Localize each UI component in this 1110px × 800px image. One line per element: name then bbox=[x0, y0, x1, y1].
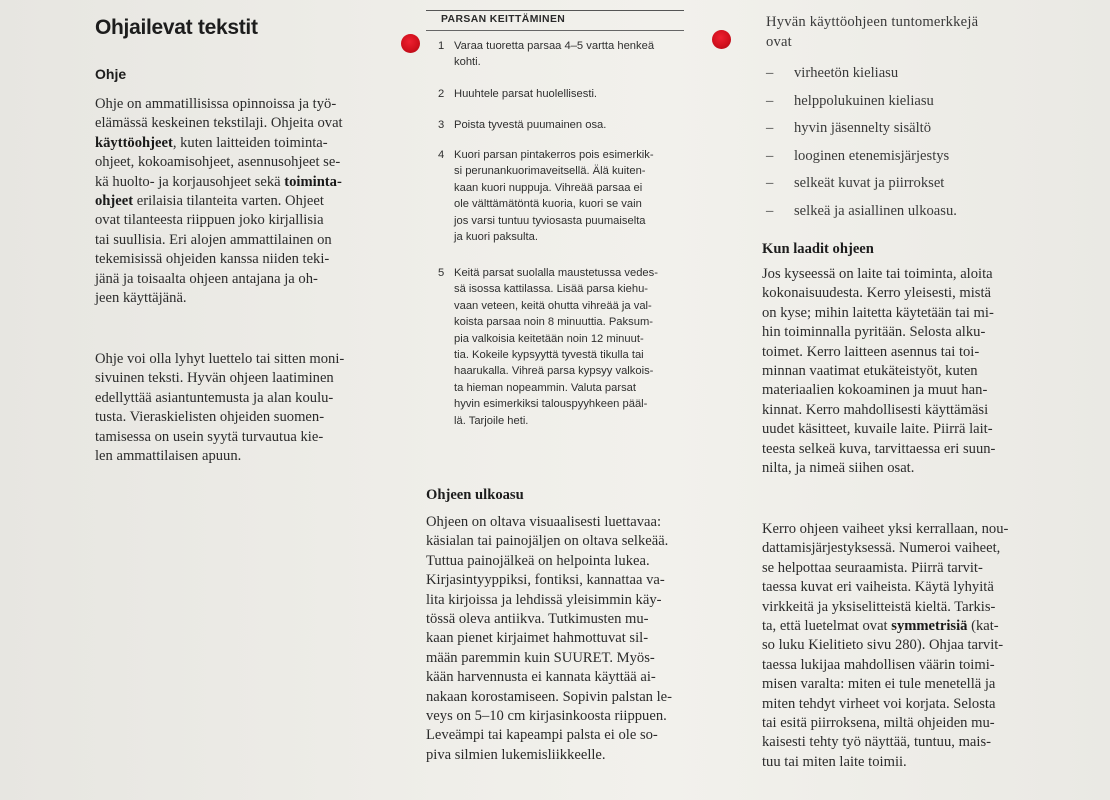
text-line: veys on 5–10 cm kirjasinkoosta riippuen. bbox=[426, 708, 667, 725]
text-line bbox=[95, 289, 343, 308]
binder-hole-right bbox=[712, 30, 731, 49]
text-line: vaan veteen, keitä ohutta vihreää ja val- bbox=[454, 299, 652, 312]
text-segment: tekemisissä ohjeiden kanssa niiden teki- bbox=[95, 251, 330, 268]
list-item-text: helppolukuinen kieliasu bbox=[794, 92, 934, 109]
second-paragraph bbox=[95, 350, 344, 466]
text-line bbox=[95, 95, 343, 114]
text-segment: se helpottaa seuraamista. Piirrä tarvit- bbox=[762, 559, 983, 576]
bold-term: symmetrisiä bbox=[891, 618, 968, 635]
list-item bbox=[766, 60, 957, 88]
text-line: tamisessa on usein syytä turvautua kie- bbox=[95, 428, 324, 445]
list-item-text: looginen etenemisjärjestys bbox=[794, 147, 950, 164]
text-segment: taessa kuvat eri vaiheista. Käytä lyhyitä bbox=[762, 579, 994, 596]
text-line: Jos kyseessä on laite tai toiminta, aloita bbox=[762, 266, 993, 282]
list-item-text: selkeät kuvat ja piirrokset bbox=[794, 175, 945, 191]
step-number: 2 bbox=[438, 88, 445, 100]
text-segment: taessa lukijaa mahdollisen väärin toimi- bbox=[762, 656, 995, 673]
text-line bbox=[762, 539, 1008, 558]
text-line: haarukalla. Vihreä parsa kypsyy valkois- bbox=[454, 365, 654, 378]
kun-laadit-paragraph bbox=[762, 265, 995, 478]
text-line: kään harvennusta ei kannata käyttää ai- bbox=[426, 669, 656, 686]
text-line: Kuori parsan pintakerros pois esimerkik- bbox=[454, 149, 654, 161]
text-segment: jänä ja toisaalta ohjeen antajana ja oh- bbox=[95, 270, 318, 287]
text-line bbox=[762, 675, 1008, 694]
text-segment: misen varalta: miten ei tule menetellä ja bbox=[762, 676, 996, 693]
dash-bullet: – bbox=[766, 147, 774, 164]
step-number: 3 bbox=[438, 119, 445, 131]
text-segment: tuu tai miten laite toimii. bbox=[762, 753, 907, 770]
text-line: Kirjasintyyppiksi, fontiksi, kannattaa va- bbox=[426, 572, 665, 589]
text-segment: ovat tilanteesta riippuen joko kirjallisia bbox=[95, 212, 324, 229]
text-line bbox=[762, 520, 1008, 539]
text-line bbox=[762, 636, 1008, 655]
text-line: Leveämpi tai kapeampi palsta ei ole so- bbox=[426, 727, 658, 744]
text-segment: tai suullisia. Eri alojen ammattilainen on bbox=[95, 231, 332, 248]
text-line: nakaan korostamiseen. Sopivin palstan le- bbox=[426, 688, 673, 705]
text-segment: erilaisia tilanteita varten. Ohjeet bbox=[133, 193, 324, 210]
text-segment: kä huolto- ja korjausohjeet sekä bbox=[95, 173, 285, 190]
step-text bbox=[454, 147, 654, 245]
text-line: Keitä parsat suolalla maustetussa vedes- bbox=[454, 267, 658, 279]
step-number: 4 bbox=[438, 149, 445, 161]
text-line bbox=[762, 695, 1008, 714]
text-line: on kyse; mihin laitetta käytetään tai mi- bbox=[762, 304, 994, 321]
text-line bbox=[95, 270, 343, 289]
tuntomerkit-heading bbox=[766, 12, 978, 52]
step-number: 5 bbox=[438, 267, 445, 279]
intro-paragraph bbox=[95, 95, 343, 308]
text-segment: miten tehdyt virheet voi korjata. Selosta bbox=[762, 695, 996, 712]
page-title: Ohjailevat tekstit bbox=[95, 16, 258, 39]
bold-term: toiminta- bbox=[284, 173, 342, 190]
text-line: Poista tyvestä puumainen osa. bbox=[454, 119, 607, 131]
text-line: ta hieman nopeammin. Valuta parsat bbox=[454, 381, 637, 394]
bold-term: käyttöohjeet bbox=[95, 134, 173, 151]
list-item bbox=[766, 115, 957, 143]
text-line bbox=[95, 134, 343, 153]
text-line: edellyttää asiantuntemusta ja alan koulu- bbox=[95, 389, 334, 406]
text-segment: elämässä keskeinen tekstilaji. Ohjeita ovat bbox=[95, 115, 343, 132]
vaiheet-paragraph bbox=[762, 520, 1008, 772]
text-line: ovat bbox=[766, 34, 792, 50]
text-line: tusta. Vieraskielisten ohjeiden suomen- bbox=[95, 409, 325, 426]
text-line: kaan kuori nuppuja. Vihreää parsaa ei bbox=[454, 181, 643, 194]
dash-bullet: – bbox=[766, 92, 774, 109]
text-line: kohti. bbox=[454, 56, 481, 69]
text-segment: kaisesti tehty työ näyttää, tuntuu, mais- bbox=[762, 734, 991, 751]
text-line: hyvin esimerkiksi talouspyyhkeen pääl- bbox=[454, 398, 648, 411]
text-segment: ohjeet, kokoamisohjeet, asennusohjeet se- bbox=[95, 154, 341, 171]
text-line: kokonaisuudesta. Kerro yleisesti, mistä bbox=[762, 285, 991, 302]
text-line: tössä oleva antiikva. Tutkimusten mu- bbox=[426, 611, 649, 628]
text-line bbox=[95, 173, 343, 192]
text-line: minnan vaatimat etukäteistyöt, kuten bbox=[762, 363, 978, 380]
text-line bbox=[762, 714, 1008, 733]
text-line bbox=[95, 231, 343, 250]
text-line: piva silmien lukemisliikkeelle. bbox=[426, 746, 606, 763]
text-line: teesta selkeä kuva, tarvittaessa eri suun- bbox=[762, 440, 996, 457]
section-heading-kun-laadit: Kun laadit ohjeen bbox=[762, 241, 874, 257]
list-item-text: virheetön kieliasu bbox=[794, 65, 899, 81]
text-line: si perunankuorimaveitsellä. Älä kuiten- bbox=[454, 165, 646, 178]
text-line bbox=[95, 114, 343, 133]
dash-bullet: – bbox=[766, 175, 774, 191]
text-line: Tuttua painojälkeä on helpointa lukea. bbox=[426, 552, 650, 569]
steps-heading-rule bbox=[426, 30, 684, 31]
text-line: sä isossa kattilassa. Lisää parsa kiehu- bbox=[454, 283, 649, 296]
text-segment: tai esitä piirroksena, miltä ohjeiden mu- bbox=[762, 715, 995, 732]
tuntomerkit-list bbox=[766, 60, 957, 225]
text-line: ja kuori paksulta. bbox=[454, 231, 538, 244]
text-line: Hyvän käyttöohjeen tuntomerkkejä bbox=[766, 14, 979, 30]
text-line bbox=[762, 578, 1008, 597]
steps-heading: PARSAN KEITTÄMINEN bbox=[441, 14, 566, 25]
text-line: kinnat. Kerro mahdollisesti käyttämäsi bbox=[762, 401, 989, 418]
text-line: sivuinen teksti. Hyvän ohjeen laatiminen bbox=[95, 370, 334, 387]
dash-bullet: – bbox=[766, 120, 774, 136]
text-segment: , kuten laitteiden toiminta- bbox=[172, 134, 328, 151]
step-text bbox=[454, 38, 654, 71]
text-line: Ohje voi olla lyhyt luettelo tai sitten moni- bbox=[95, 351, 345, 367]
text-segment: so luku Kielitieto sivu 280). Ohjaa tarvit- bbox=[762, 637, 1004, 654]
list-item bbox=[766, 88, 957, 116]
text-segment: Kerro ohjeen vaiheet yksi kerrallaan, nou- bbox=[762, 521, 1009, 537]
text-line bbox=[762, 656, 1008, 675]
text-line: len ammattilaisen apuun. bbox=[95, 448, 242, 465]
bold-term: ohjeet bbox=[95, 193, 134, 210]
text-segment: virkkeitä ja yksiselitteistä kieltä. Tarkis- bbox=[762, 598, 996, 615]
text-line: Varaa tuoretta parsaa 4–5 vartta henkeä bbox=[454, 40, 655, 52]
ulkoasu-paragraph bbox=[426, 513, 672, 765]
text-line bbox=[95, 211, 343, 230]
text-line: käsialan tai painojäljen on oltava selkeää. bbox=[426, 533, 669, 550]
text-line: jos varsi tuntuu tyviosasta puumaiselta bbox=[454, 214, 646, 227]
list-item-text: selkeä ja asiallinen ulkoasu. bbox=[794, 202, 957, 219]
text-segment: dattamisjärjestyksessä. Numeroi vaiheet, bbox=[762, 540, 1001, 557]
text-line: kaan pienet kirjaimet hahmottuvat sil- bbox=[426, 630, 649, 647]
text-line: mään paremmin kuin SUURET. Myös- bbox=[426, 649, 655, 666]
list-item-text: hyvin jäsennelty sisältö bbox=[794, 120, 932, 136]
text-line bbox=[762, 559, 1008, 578]
text-line bbox=[762, 733, 1008, 752]
step-text bbox=[454, 117, 606, 133]
section-heading-ulkoasu: Ohjeen ulkoasu bbox=[426, 487, 524, 503]
text-line: uudet käsitteet, kuvaile laite. Piirrä lait- bbox=[762, 421, 993, 438]
text-segment: (kat- bbox=[967, 618, 999, 635]
text-line: lita kirjoissa ja lehdissä yleisimmin käy- bbox=[426, 591, 662, 608]
text-line: toimet. Kerro laitteen asennus tai toi- bbox=[762, 343, 980, 360]
list-item bbox=[766, 198, 957, 226]
text-line: materiaalien kokoaminen ja muut han- bbox=[762, 382, 988, 399]
text-line: ole välttämätöntä kuoria, kuori se vain bbox=[454, 198, 642, 211]
text-line bbox=[95, 250, 343, 269]
text-line: Ohjeen on oltava visuaalisesti luettavaa: bbox=[426, 514, 662, 530]
text-line: pia valkoisia keitetään noin 12 minuut- bbox=[454, 332, 644, 345]
step-text bbox=[454, 86, 597, 102]
text-line: koista parsaa noin 8 minuuttia. Paksum- bbox=[454, 316, 653, 329]
steps-top-rule bbox=[426, 10, 684, 11]
step-number: 1 bbox=[438, 40, 445, 52]
text-line bbox=[762, 617, 1008, 636]
text-line bbox=[95, 153, 343, 172]
section-heading-ohje: Ohje bbox=[95, 66, 127, 82]
text-line bbox=[762, 598, 1008, 617]
text-segment: Ohje on ammatillisissa opinnoissa ja työ- bbox=[95, 96, 337, 112]
text-line: tia. Kokeile kypsyyttä tyvestä tikulla tai bbox=[454, 349, 644, 362]
text-line bbox=[95, 192, 343, 211]
step-text bbox=[454, 265, 658, 429]
text-line: Huuhtele parsat huolellisesti. bbox=[454, 88, 598, 100]
dash-bullet: – bbox=[766, 65, 774, 81]
text-line: hin toiminnalla pyritään. Selosta alku- bbox=[762, 324, 986, 341]
text-line: lä. Tarjoile heti. bbox=[454, 414, 529, 427]
text-line bbox=[762, 753, 1008, 772]
binder-hole-left bbox=[401, 34, 420, 53]
list-item bbox=[766, 143, 957, 171]
text-line: nilta, ja nimeä siihen osat. bbox=[762, 460, 915, 477]
list-item bbox=[766, 170, 957, 198]
text-segment: ta, että luetelmat ovat bbox=[762, 618, 892, 635]
text-segment: jeen käyttäjänä. bbox=[95, 290, 187, 307]
dash-bullet: – bbox=[766, 202, 774, 219]
